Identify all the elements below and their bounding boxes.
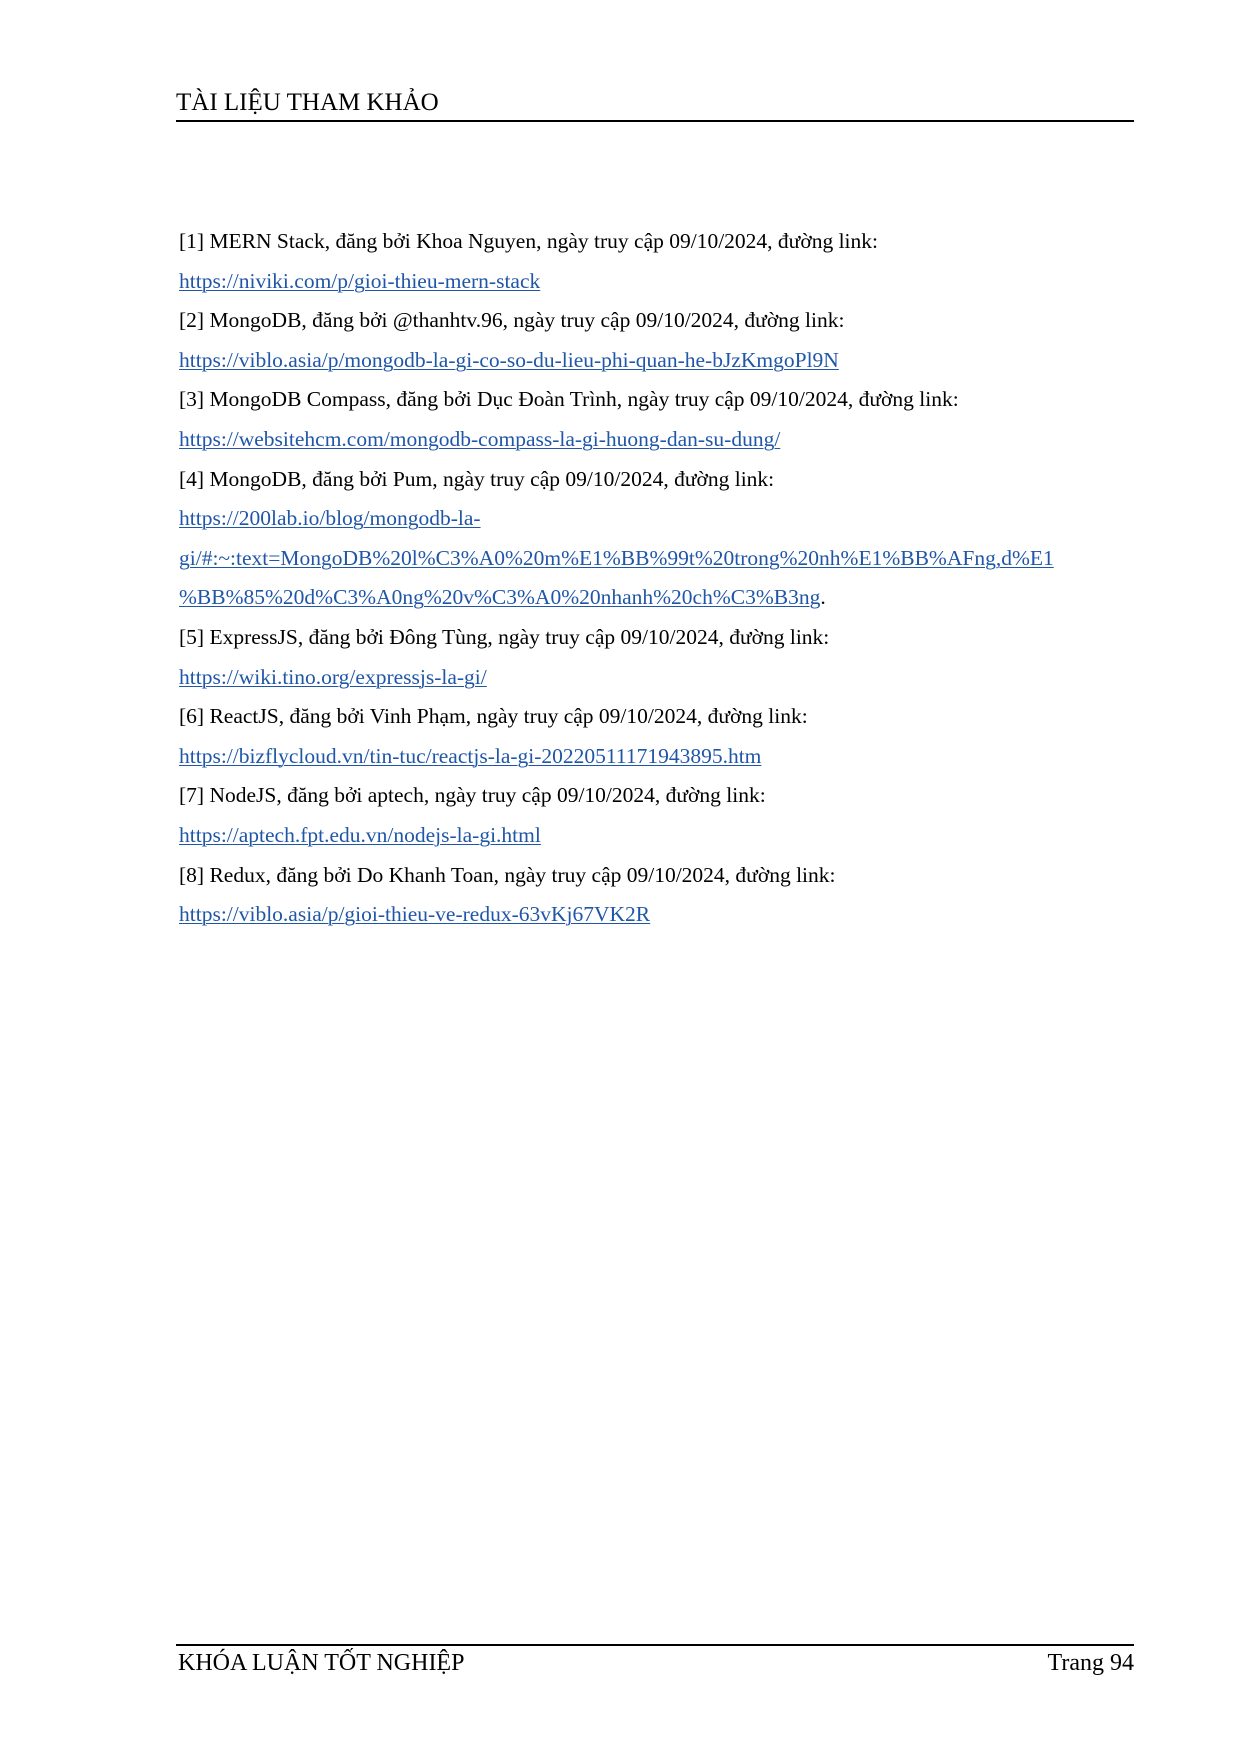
- reference-8-link[interactable]: https://viblo.asia/p/gioi-thieu-ve-redux-63vKj67VK2R: [179, 902, 651, 927]
- reference-5-link[interactable]: https://wiki.tino.org/expressjs-la-gi/: [179, 664, 487, 689]
- reference-4-link-part-1[interactable]: https://200lab.io/blog/mongodb-la-: [179, 506, 481, 531]
- reference-1-text: [1] MERN Stack, đăng bởi Khoa Nguyen, ngày truy cập 09/10/2024, đường link:: [179, 229, 879, 253]
- reference-2-link[interactable]: https://viblo.asia/p/mongodb-la-gi-co-so-du-lieu-phi-quan-he-bJzKmgoPl9N: [179, 347, 839, 372]
- page-footer: [176, 1644, 1134, 1678]
- reference-4-link-part-3[interactable]: %BB%85%20d%C3%A0ng%20v%C3%A0%20nhanh%20ch%C3%B3ng: [179, 585, 821, 610]
- reference-7-text: [7] NodeJS, đăng bởi aptech, ngày truy cập 09/10/2024, đường link:: [179, 783, 766, 808]
- reference-1-link[interactable]: https://niviki.com/p/gioi-thieu-mern-stack: [179, 268, 541, 293]
- reference-6-link[interactable]: https://bizflycloud.vn/tin-tuc/reactjs-la-gi-20220511171943895.htm: [179, 743, 762, 768]
- reference-5-text: [5] ExpressJS, đăng bởi Đông Tùng, ngày truy cập 09/10/2024, đường link:: [179, 624, 830, 649]
- reference-7-link[interactable]: https://aptech.fpt.edu.vn/nodejs-la-gi.html: [179, 822, 541, 847]
- reference-6-text: [6] ReactJS, đăng bởi Vinh Phạm, ngày truy cập 09/10/2024, đường link:: [179, 704, 808, 729]
- thesis-label: KHÓA LUẬN TỐT NGHIỆP: [178, 1650, 465, 1676]
- reference-3-text: [3] MongoDB Compass, đăng bởi Dục Đoàn Trình, ngày truy cập 09/10/2024, đường link:: [179, 387, 959, 412]
- page-header: [176, 86, 1134, 122]
- reference-8-text: [8] Redux, đăng bởi Do Khanh Toan, ngày truy cập 09/10/2024, đường link:: [179, 862, 836, 887]
- reference-2-text: [2] MongoDB, đăng bởi @thanhtv.96, ngày truy cập 09/10/2024, đường link:: [179, 308, 845, 333]
- reference-4-trailing-period: .: [820, 585, 826, 610]
- page-title: TÀI LIỆU THAM KHẢO: [176, 89, 439, 116]
- reference-3-link[interactable]: https://websitehcm.com/mongodb-compass-la-gi-huong-dan-su-dung/: [179, 426, 781, 451]
- reference-4-text: [4] MongoDB, đăng bởi Pum, ngày truy cập 09/10/2024, đường link:: [179, 466, 775, 491]
- reference-list: [179, 222, 1139, 935]
- reference-4-link-part-2[interactable]: gi/#:~:text=MongoDB%20l%C3%A0%20m%E1%BB%99t%20trong%20nh%E1%BB%AFng,d%E1: [179, 545, 1054, 570]
- page-number: Trang 94: [1047, 1650, 1134, 1676]
